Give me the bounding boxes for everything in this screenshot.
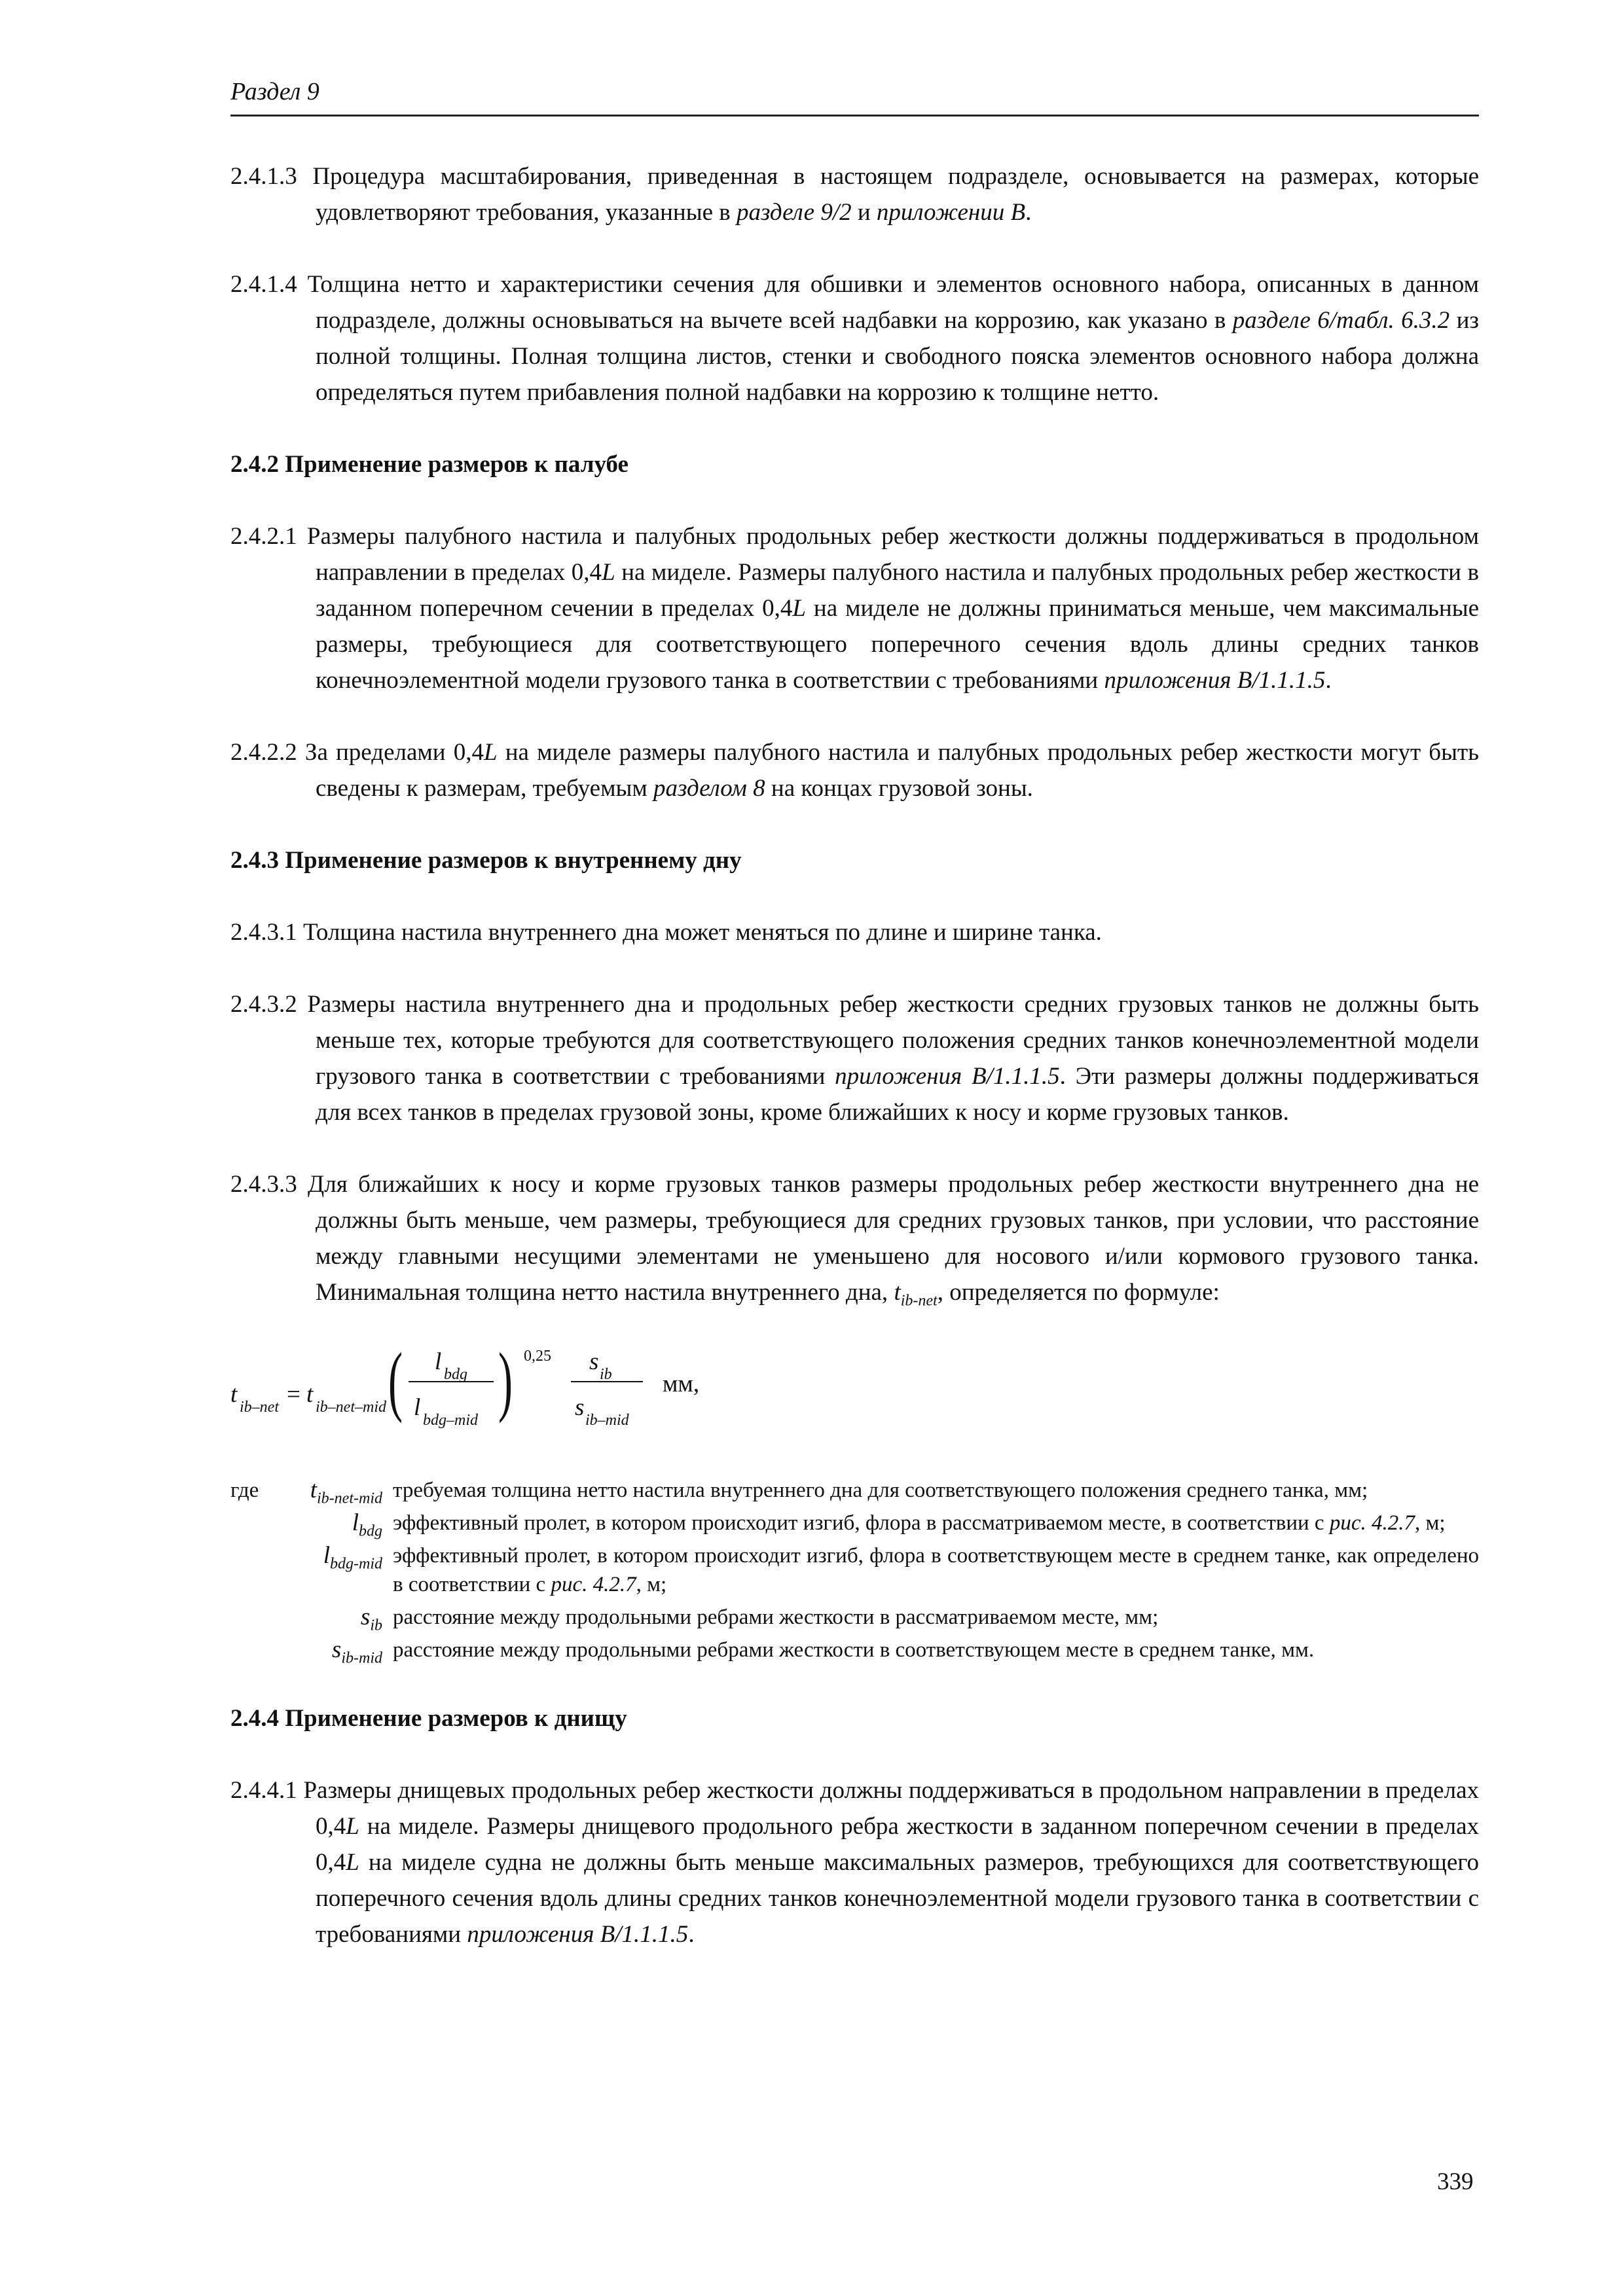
- formula-den1: l: [414, 1394, 421, 1422]
- symbol-L: L: [346, 1849, 359, 1876]
- text: Размеры днищевых продольных ребер жесткости должны поддерживаться в продольном направлении в пределах 0,4: [303, 1777, 1479, 1840]
- definition-l-bdg-mid: [230, 1541, 1479, 1599]
- definition-text: эффективный пролет, в котором происходит изгиб, флора в соответствующем месте в среднем танке, как определено в соответствии с: [393, 1544, 1479, 1597]
- definition-text: , м;: [636, 1573, 667, 1597]
- definition-text: расстояние между продольными ребрами жесткости в рассматриваемом месте, мм;: [393, 1605, 1159, 1630]
- definition-s-ib-mid: [230, 1636, 1479, 1667]
- paragraph-2-4-1-4: [230, 266, 1479, 410]
- paragraph-number: 2.4.2.2: [230, 739, 297, 766]
- heading-2-4-3: 2.4.3 Применение размеров к внутреннему дну: [230, 847, 742, 874]
- symbol: s: [360, 1604, 371, 1631]
- cross-reference: приложения B/1.1.1.5: [835, 1063, 1060, 1090]
- paragraph-2-4-4-1: [230, 1772, 1479, 1952]
- definition-text: , м;: [1414, 1511, 1446, 1535]
- cross-reference: приложения B/1.1.1.5: [467, 1921, 689, 1948]
- where-label: где: [230, 1479, 259, 1503]
- cross-reference: разделом 8: [653, 775, 765, 802]
- heading-2-4-4: 2.4.4 Применение размеров к днищу: [230, 1705, 627, 1732]
- paragraph-2-4-2-1: [230, 518, 1479, 698]
- text: , определяется по формуле:: [937, 1279, 1220, 1306]
- text: на миделе не должны приниматься меньше, чем максимальные размеры, требующиеся для соответствующего поперечного сечения вдоль длины средних танков конечноэлементной модели грузового танка в соответствии с требованиями: [316, 595, 1479, 694]
- symbol-subscript: ib-net-mid: [317, 1490, 382, 1507]
- symbol-L: L: [792, 595, 806, 622]
- cross-reference: разделе 9/2: [736, 199, 852, 226]
- page-number: 339: [1437, 2168, 1474, 2195]
- text: .: [1325, 667, 1332, 694]
- formula-num1: l: [435, 1348, 442, 1376]
- symbol-definitions: [230, 1476, 1479, 1667]
- text: Толщина нетто и характеристики сечения для обшивки и элементов основного набора, описанных в данном подразделе, должны основываться на вычете всей надбавки на коррозию, как указано в: [307, 271, 1479, 334]
- running-header: Раздел 9: [230, 78, 319, 105]
- symbol-subscript: bdg: [359, 1522, 382, 1540]
- formula-den2-subscript: ib–mid: [585, 1412, 629, 1429]
- text: Толщина настила внутреннего дна может меняться по длине и ширине танка.: [303, 919, 1102, 946]
- paragraph-2-4-3-1: [230, 914, 1479, 950]
- cross-reference: рис. 4.2.7: [1329, 1511, 1415, 1535]
- formula-num1-subscript: bdg: [444, 1366, 467, 1384]
- formula-rhs: t: [306, 1381, 314, 1408]
- formula-fraction-line: [409, 1381, 494, 1382]
- paragraph-number: 2.4.4.1: [230, 1777, 297, 1804]
- symbol-L: L: [602, 559, 615, 586]
- text: .: [688, 1921, 695, 1948]
- symbol-subscript: ib: [370, 1617, 382, 1634]
- text: на миделе размеры палубного настила и палубных продольных ребер жесткости могут быть сведены к размерам, требуемым: [316, 739, 1480, 802]
- paragraph-2-4-3-2: [230, 986, 1479, 1130]
- definition-s-ib: [230, 1603, 1479, 1632]
- symbol: s: [331, 1636, 342, 1664]
- text: из полной толщины. Полная толщина листов, стенки и свободного пояска элементов основного набора должна определяться путем прибавления полной надбавки на коррозию к толщине нетто.: [316, 307, 1480, 406]
- formula-den1-subscript: bdg–mid: [423, 1412, 478, 1429]
- formula-num2-subscript: ib: [600, 1366, 612, 1384]
- symbol: l: [323, 1542, 330, 1570]
- text: Процедура масштабирования, приведенная в настоящем подразделе, основывается на размерах, которые удовлетворяют требования, указанные в: [312, 163, 1479, 226]
- symbol-L: L: [346, 1813, 359, 1840]
- symbol-subscript: bdg-mid: [330, 1555, 382, 1573]
- cross-reference: приложении B: [876, 199, 1026, 226]
- definition-text: эффективный пролет, в котором происходит изгиб, флора в рассматриваемом месте, в соответствии с: [393, 1511, 1330, 1535]
- text: на миделе судна не должны быть меньше максимальных размеров, требующихся для соответствующего поперечного сечения вдоль длины средних танков конечноэлементной модели грузового танка в соответствии с требованиями: [316, 1849, 1479, 1948]
- definition-symbol: [323, 1541, 382, 1578]
- formula-equals: =: [287, 1381, 301, 1408]
- formula-den2: s: [575, 1394, 585, 1422]
- definition-symbol: [310, 1476, 382, 1513]
- symbol-subscript: ib-mid: [341, 1649, 382, 1667]
- heading-2-4-2: 2.4.2 Применение размеров к палубе: [230, 451, 629, 478]
- formula-unit: мм,: [663, 1371, 700, 1398]
- paragraph-2-4-1-3: [230, 158, 1479, 230]
- formula-t-ib-net: [230, 1338, 1479, 1450]
- text: Размеры настила внутреннего дна и продольных ребер жесткости средних грузовых танков не должны быть меньше тех, которые требуются для соответствующего положения средних танков конечноэлементной модели грузового танка в соответствии с требованиями: [307, 991, 1480, 1090]
- definition-symbol: [352, 1509, 382, 1545]
- formula-right-paren: ): [498, 1336, 513, 1424]
- paragraph-number: 2.4.3.2: [230, 991, 297, 1018]
- text: .: [1025, 199, 1032, 226]
- text: . Эти размеры должны поддерживаться для всех танков в пределах грузовой зоны, кроме ближайших к носу и корме грузовых танков.: [316, 1063, 1479, 1126]
- definition-symbol: [332, 1636, 382, 1672]
- symbol-subscript: ib-net: [900, 1292, 938, 1310]
- body-text: [230, 158, 1479, 1988]
- text: и: [851, 199, 877, 226]
- formula-lhs-subscript: ib–net: [240, 1399, 279, 1416]
- paragraph-number: 2.4.1.3: [230, 163, 297, 190]
- header-rule: [230, 115, 1479, 117]
- formula-exponent: 0,25: [524, 1348, 551, 1365]
- paragraph-2-4-2-2: [230, 734, 1479, 806]
- text: на концах грузовой зоны.: [765, 775, 1033, 802]
- formula-rhs-subscript: ib–net–mid: [316, 1399, 386, 1416]
- definition-l-bdg: [230, 1509, 1479, 1540]
- paragraph-number: 2.4.2.1: [230, 523, 297, 550]
- paragraph-2-4-3-3: [230, 1166, 1479, 1319]
- cross-reference: рис. 4.2.7: [551, 1573, 636, 1597]
- paragraph-number: 2.4.3.1: [230, 919, 297, 946]
- cross-reference: приложения B/1.1.1.5: [1104, 667, 1326, 694]
- text: Размеры палубного настила и палубных продольных ребер жесткости должны поддерживаться в продольном направлении в пределах 0,4: [306, 523, 1480, 586]
- formula-num2: s: [589, 1348, 599, 1376]
- formula-fraction-line: [571, 1381, 643, 1382]
- text: на миделе. Размеры днищевого продольного ребра жесткости в заданном поперечном сечении в пределах 0,4: [316, 1813, 1479, 1876]
- formula-left-paren: (: [388, 1336, 403, 1424]
- text: Для ближайших к носу и корме грузовых танков размеры продольных ребер жесткости внутреннего дна не должны быть меньше, чем размеры, требующиеся для средних грузовых танков, при условии, что расстояние между главными несущими элементами не уменьшено для носового и/или кормового грузового танка. Минимальная толщина нетто настила внутреннего дна,: [308, 1171, 1479, 1306]
- cross-reference: разделе 6/табл. 6.3.2: [1232, 307, 1450, 334]
- symbol: t: [894, 1279, 901, 1306]
- symbol-L: L: [484, 739, 498, 766]
- paragraph-number: 2.4.3.3: [230, 1171, 297, 1198]
- text: на миделе. Размеры палубного настила и палубных продольных ребер жесткости в заданном поперечном сечении в пределах 0,4: [316, 559, 1479, 622]
- formula-lhs: t: [230, 1381, 238, 1408]
- symbol: l: [352, 1509, 359, 1537]
- paragraph-number: 2.4.1.4: [230, 271, 297, 298]
- text: За пределами 0,4: [304, 739, 484, 766]
- definition-text: требуемая толщина нетто настила внутреннего дна для соответствующего положения среднего танка, мм;: [393, 1479, 1368, 1503]
- definition-symbol: [361, 1603, 382, 1640]
- symbol: t: [310, 1477, 318, 1504]
- definition-text: расстояние между продольными ребрами жесткости в соответствующем месте в среднем танке, мм.: [393, 1638, 1315, 1662]
- definition-t-ib-net-mid: [230, 1476, 1479, 1505]
